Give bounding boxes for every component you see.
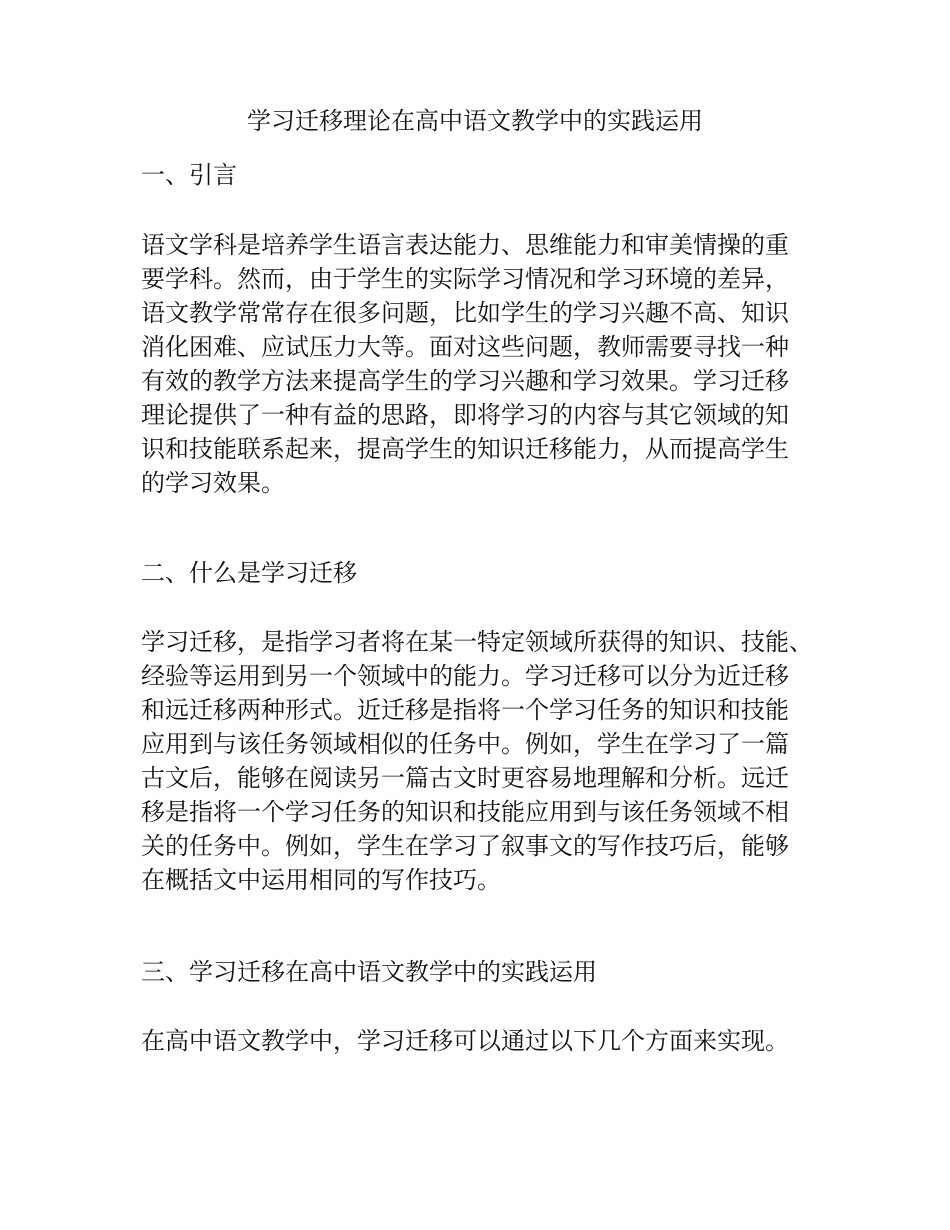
- paragraph-line: 要学科。然而，由于学生的实际学习情况和学习环境的差异，: [141, 265, 789, 293]
- paragraph-line: 经验等运用到另一个领域中的能力。学习迁移可以分为近迁移: [141, 662, 789, 690]
- paragraph-line: 应用到与该任务领域相似的任务中。例如，学生在学习了一篇: [141, 730, 789, 758]
- paragraph-line: 语文教学常常存在很多问题，比如学生的学习兴趣不高、知识: [141, 299, 789, 327]
- section-paragraph-practice: [141, 1024, 831, 1058]
- section-heading-what-is-transfer: 二、什么是学习迁移: [141, 559, 357, 587]
- paragraph-line: 移是指将一个学习任务的知识和技能应用到与该任务领域不相: [141, 798, 789, 826]
- document-title: 学习迁移理论在高中语文教学中的实践运用: [247, 107, 703, 135]
- paragraph-line: 识和技能联系起来，提高学生的知识迁移能力，从而提高学生: [141, 435, 789, 463]
- paragraph-line: 古文后，能够在阅读另一篇古文时更容易地理解和分析。远迁: [141, 764, 789, 792]
- paragraph-line: 有效的教学方法来提高学生的学习兴趣和学习效果。学习迁移: [141, 367, 789, 395]
- section-paragraph-what-is-transfer: [141, 625, 831, 897]
- paragraph-line: 语文学科是培养学生语言表达能力、思维能力和审美情操的重: [141, 231, 789, 259]
- paragraph-line: 的学习效果。: [141, 469, 285, 497]
- section-heading-practice: 三、学习迁移在高中语文教学中的实践运用: [141, 958, 597, 986]
- paragraph-line: 在概括文中运用相同的写作技巧。: [141, 866, 501, 894]
- paragraph-line: 学习迁移，是指学习者将在某一特定领域所获得的知识、技能、: [141, 628, 813, 656]
- section-heading-introduction: 一、引言: [141, 161, 237, 189]
- paragraph-line: 消化困难、应试压力大等。面对这些问题，教师需要寻找一种: [141, 333, 789, 361]
- paragraph-line: 和远迁移两种形式。近迁移是指将一个学习任务的知识和技能: [141, 696, 789, 724]
- paragraph-line: 关的任务中。例如，学生在学习了叙事文的写作技巧后，能够: [141, 832, 789, 860]
- paragraph-line: 在高中语文教学中，学习迁移可以通过以下几个方面来实现。: [141, 1027, 789, 1055]
- section-paragraph-introduction: [141, 228, 831, 500]
- paragraph-line: 理论提供了一种有益的思路，即将学习的内容与其它领域的知: [141, 401, 789, 429]
